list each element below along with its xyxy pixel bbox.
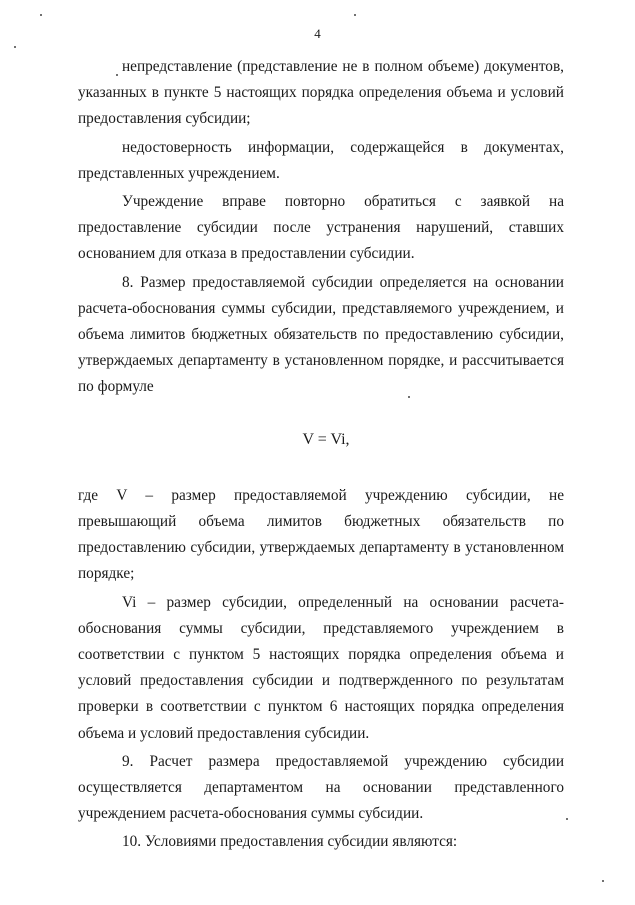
scan-speck <box>40 14 42 16</box>
scan-speck <box>408 396 410 398</box>
paragraph-item-9: 9. Расчет размера предоставляемой учреждению субсидии осуществляется департаментом на основании представленного учреждением расчета-обоснования суммы субсидии. <box>78 752 564 823</box>
paragraph-item-10: 10. Условиями предоставления субсидии являются: <box>122 833 458 851</box>
paragraph-where-v: где V – размер предоставляемой учреждению субсидии, не превышающий объема лимитов бюджетных обязательств по предоставлению субсидии, утверждаемых департаменту в установленном порядке; <box>78 486 564 583</box>
document-body <box>78 54 564 856</box>
scan-speck <box>566 818 568 820</box>
scan-speck <box>116 74 118 76</box>
scan-speck <box>602 880 604 882</box>
scan-speck <box>14 46 16 48</box>
paragraph-unreliability: недостоверность информации, содержащейся в документах, представленных учреждением. <box>78 138 564 182</box>
paragraph-item-8: 8. Размер предоставляемой субсидии определяется на основании расчета-обоснования суммы субсидии, представляемого учреждением, и объема лимитов бюджетных обязательств по предоставлению субсидии, утверждаемых департаменту в установленном порядке, и рассчитывается по формуле <box>78 273 564 396</box>
scan-speck <box>354 14 356 16</box>
paragraph-vi: Vi – размер субсидии, определенный на основании расчета-обоснования суммы субсидии, представляемого учреждением в соответствии с пунктом 5 настоящих порядка определения объема и условий предоставления субсидии и подтвержденного по результатам проверки в соответствии с пунктом 6 настоящих порядка определения объема и условий предоставления субсидии. <box>78 593 564 742</box>
paragraph-reapply: Учреждение вправе повторно обратиться с заявкой на предоставление субсидии после устранения нарушений, ставших основанием для отказа в предоставлении субсидии. <box>78 193 564 263</box>
formula: V = Vi, <box>302 430 350 448</box>
page-number: 4 <box>314 26 321 41</box>
paragraph-nonsubmission: непредставление (представление не в полном объеме) документов, указанных в пункте 5 настоящих порядка определения объема и условий предоставления субсидии; <box>78 58 564 128</box>
